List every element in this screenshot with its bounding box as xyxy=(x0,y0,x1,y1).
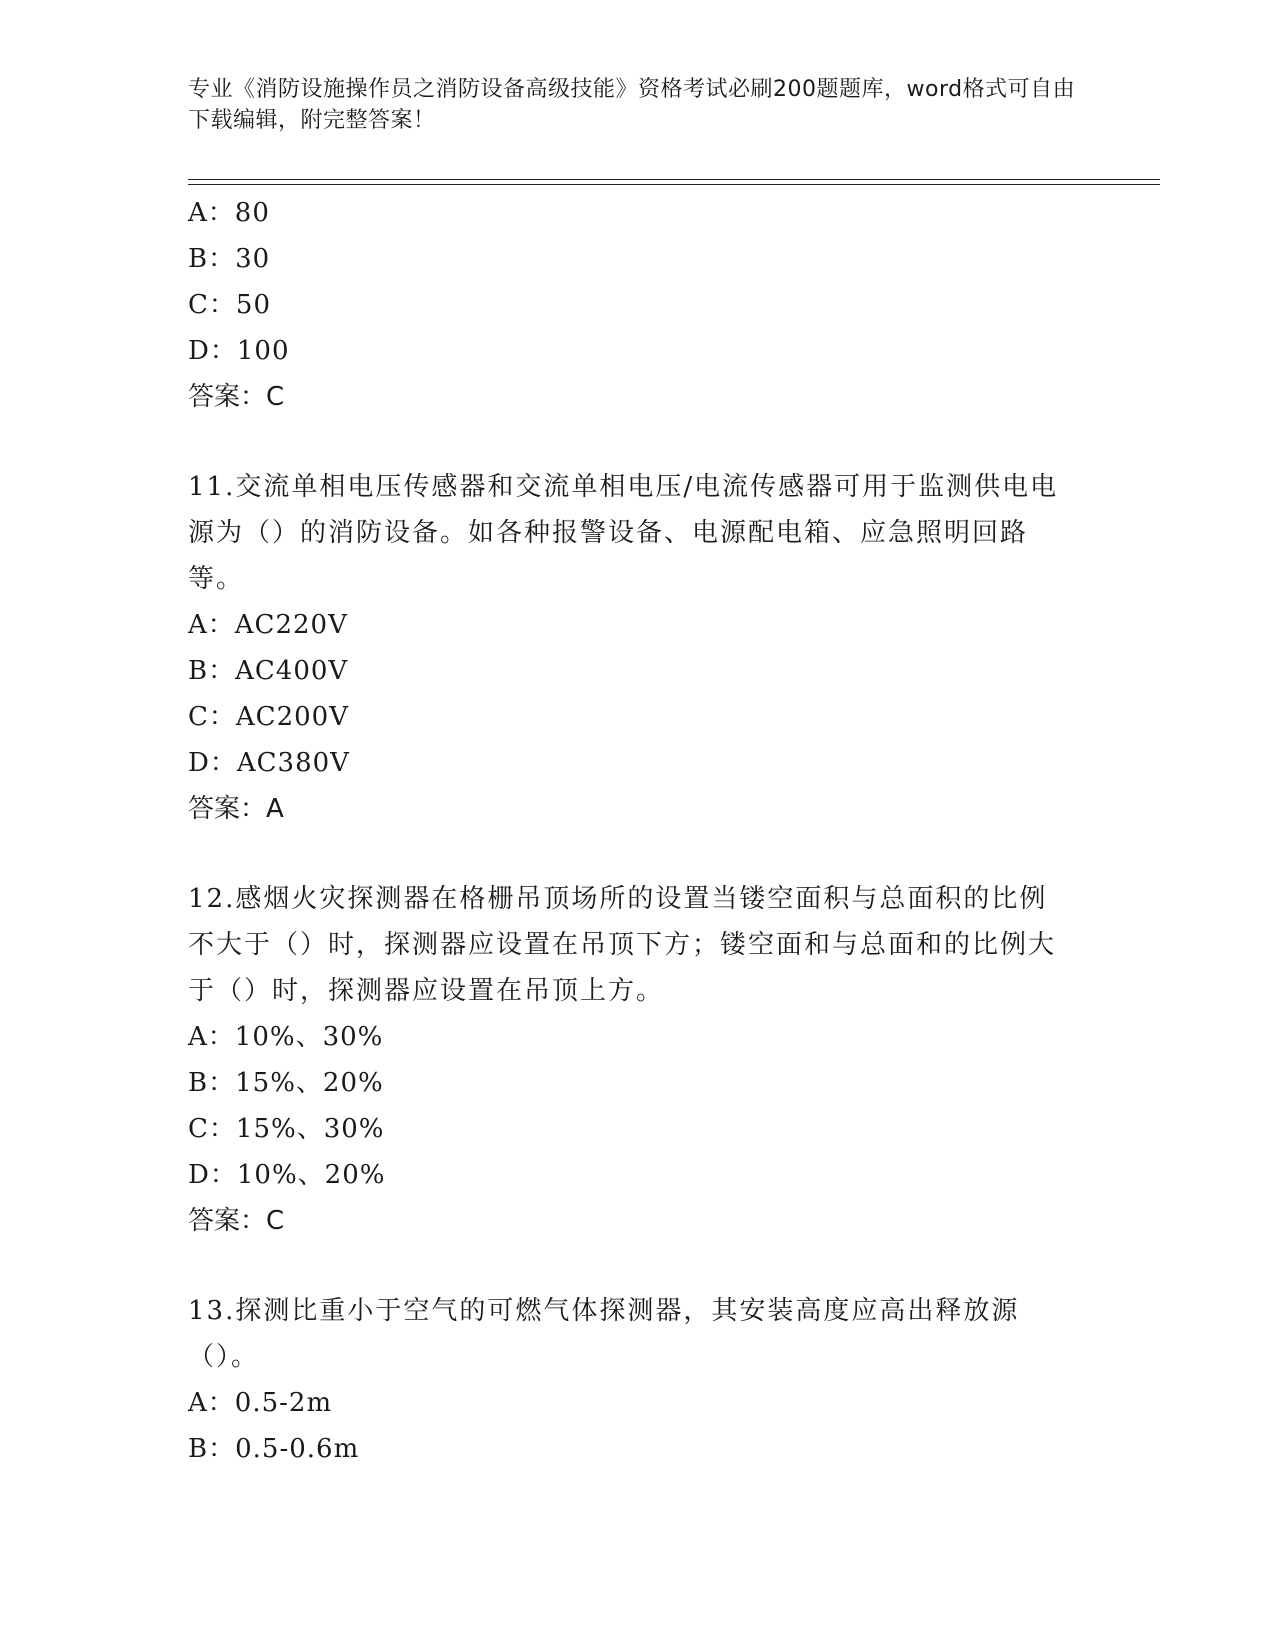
option-value: 15%、20% xyxy=(235,1068,384,1098)
option-d xyxy=(188,740,1068,786)
option-label: A： xyxy=(188,1022,235,1052)
question-list xyxy=(188,190,1068,1472)
question-block-11 xyxy=(188,464,1068,832)
option-label: D： xyxy=(188,1160,237,1190)
option-value: 10%、30% xyxy=(234,1022,384,1052)
option-value: 80 xyxy=(234,198,270,228)
option-d xyxy=(188,328,1068,374)
option-b xyxy=(188,1426,1068,1472)
option-b xyxy=(188,648,1068,694)
option-label: A： xyxy=(188,1388,235,1418)
option-a xyxy=(188,602,1068,648)
option-label: A： xyxy=(188,198,235,228)
option-value: AC220V xyxy=(234,610,348,640)
option-value: AC400V xyxy=(235,656,349,686)
spacer xyxy=(188,832,1068,876)
option-c xyxy=(188,1106,1068,1152)
header-divider-top xyxy=(188,179,1160,180)
option-label: C： xyxy=(188,1114,236,1144)
option-value: 10%、20% xyxy=(236,1160,386,1190)
option-value: 100 xyxy=(236,336,290,366)
answer-line: 答案：C xyxy=(188,382,285,412)
option-a xyxy=(188,190,1068,236)
option-label: B： xyxy=(188,244,236,274)
option-label: B： xyxy=(188,1068,236,1098)
question-block-prev xyxy=(188,190,1068,420)
option-c xyxy=(188,694,1068,740)
option-c xyxy=(188,282,1068,328)
option-label: D： xyxy=(188,336,237,366)
option-d xyxy=(188,1152,1068,1198)
option-a xyxy=(188,1014,1068,1060)
option-value: 0.5-0.6m xyxy=(235,1434,360,1464)
option-value: 50 xyxy=(235,290,271,320)
header-divider-bottom xyxy=(188,184,1160,185)
option-a xyxy=(188,1380,1068,1426)
question-block-13 xyxy=(188,1288,1068,1472)
option-b xyxy=(188,236,1068,282)
option-label: A： xyxy=(188,610,235,640)
option-label: B： xyxy=(188,656,236,686)
option-label: D： xyxy=(188,748,237,778)
spacer xyxy=(188,1244,1068,1288)
option-value: AC200V xyxy=(235,702,349,732)
question-block-12 xyxy=(188,876,1068,1244)
answer-line: 答案：C xyxy=(188,1206,285,1236)
option-label: B： xyxy=(188,1434,236,1464)
document-intro: 专业《消防设施操作员之消防设备高级技能》资格考试必刷200题题库，word格式可自由下载编辑，附完整答案！ xyxy=(188,77,1076,133)
answer-line: 答案：A xyxy=(188,794,284,824)
option-b xyxy=(188,1060,1068,1106)
question-text: 11.交流单相电压传感器和交流单相电压/电流传感器可用于监测供电电源为（）的消防设备。如各种报警设备、电源配电箱、应急照明回路等。 xyxy=(188,472,1059,594)
option-value: 30 xyxy=(235,244,271,274)
option-value: AC380V xyxy=(236,748,350,778)
question-text: 12.感烟火灾探测器在格栅吊顶场所的设置当镂空面积与总面积的比例不大于（）时，探测器应设置在吊顶下方；镂空面和与总面和的比例大于（）时，探测器应设置在吊顶上方。 xyxy=(188,884,1057,1006)
spacer xyxy=(188,420,1068,464)
option-label: C： xyxy=(188,702,236,732)
option-value: 0.5-2m xyxy=(234,1388,333,1418)
option-value: 15%、30% xyxy=(235,1114,385,1144)
question-text: 13.探测比重小于空气的可燃气体探测器，其安装高度应高出释放源（）。 xyxy=(188,1296,1020,1372)
option-label: C： xyxy=(188,290,236,320)
